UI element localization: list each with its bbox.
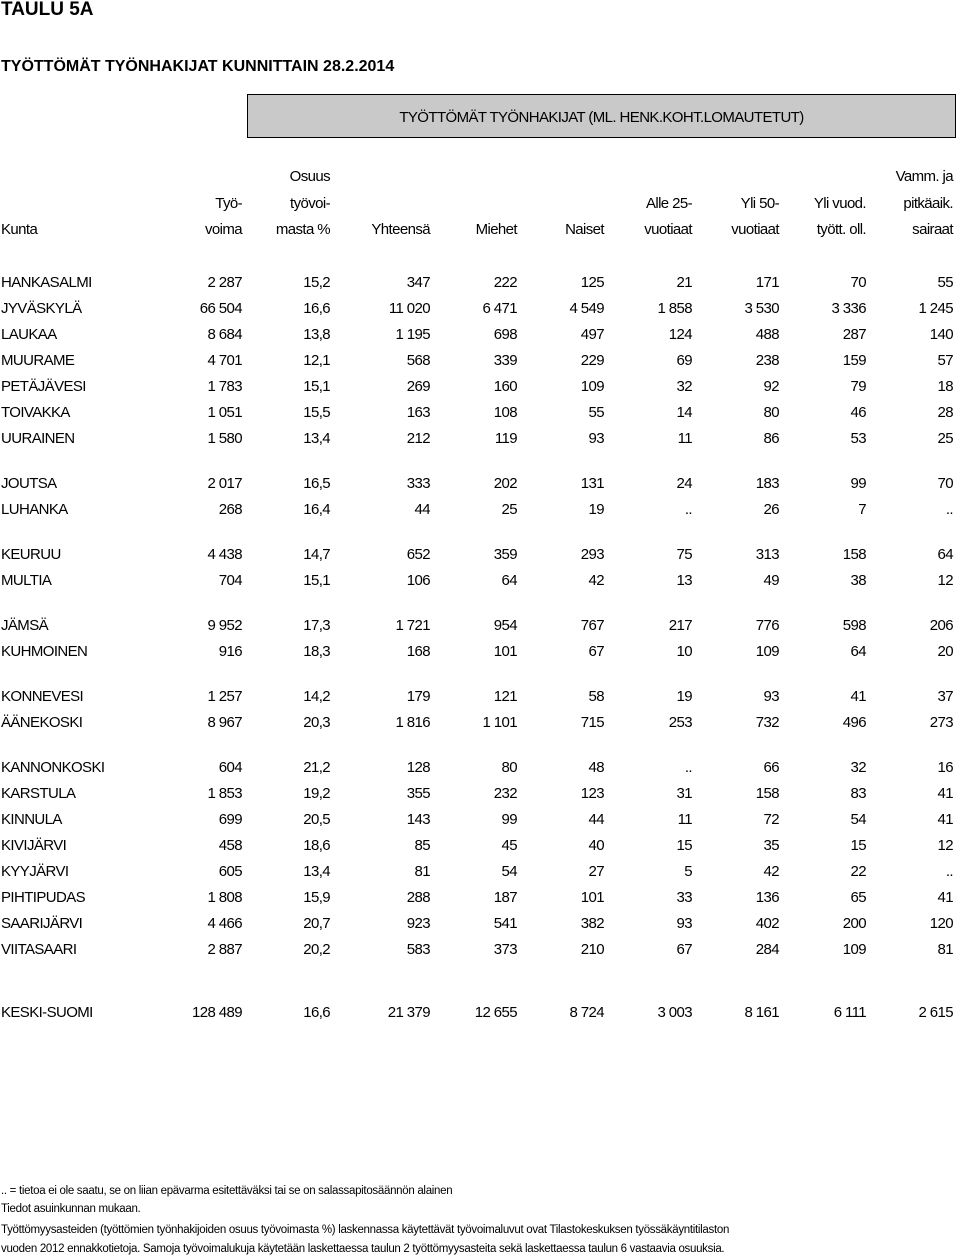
cell-naiset: 210 [580, 941, 604, 958]
cell-ylivuod: 6 111 [833, 1004, 866, 1021]
cell-yli50: 158 [755, 785, 779, 802]
cell-ylivuod: 496 [842, 714, 866, 731]
cell-naiset: 101 [580, 889, 604, 906]
cell-yhteensa: 128 [406, 759, 430, 776]
cell-yli50: 93 [763, 688, 779, 705]
table-row [0, 273, 960, 297]
header-ylivuod-line2: tyött. oll. [816, 221, 866, 238]
cell-ylivuod: 65 [850, 889, 866, 906]
cell-ylivuod: 15 [850, 837, 866, 854]
cell-miehet: 373 [493, 941, 517, 958]
cell-vamm: 273 [929, 714, 953, 731]
cell-yli50: 238 [755, 352, 779, 369]
cell-ylivuod: 32 [850, 759, 866, 776]
table-row [0, 429, 960, 453]
cell-alle25: 1 858 [657, 300, 692, 317]
municipality-name: VIITASAARI [1, 941, 77, 958]
cell-yli50: 313 [755, 546, 779, 563]
municipality-name: KARSTULA [1, 785, 76, 802]
municipality-name: PIHTIPUDAS [1, 889, 86, 906]
cell-ylivuod: 46 [850, 404, 866, 421]
cell-vamm: 28 [937, 404, 953, 421]
cell-osuus: 18,3 [303, 643, 330, 660]
cell-osuus: 13,8 [303, 326, 330, 343]
table-title: TAULU 5A [1, 0, 94, 20]
cell-osuus: 18,6 [303, 837, 330, 854]
cell-miehet: 698 [493, 326, 517, 343]
footnote-missing-data: .. = tietoa ei ole saatu, se on liian epävarma esitettäväksi tai se on salassapitosäännön alainen [1, 1185, 453, 1197]
cell-vamm: .. [945, 863, 953, 880]
cell-alle25: 11 [677, 430, 692, 447]
cell-yhteensa: 81 [414, 863, 430, 880]
table-row [0, 616, 960, 640]
cell-ylivuod: 3 336 [831, 300, 866, 317]
cell-miehet: 232 [493, 785, 517, 802]
table-row [0, 351, 960, 375]
cell-miehet: 101 [493, 643, 517, 660]
cell-osuus: 15,9 [303, 889, 330, 906]
table-row [0, 474, 960, 498]
cell-alle25: 31 [676, 785, 692, 802]
cell-osuus: 20,7 [303, 915, 330, 932]
municipality-name: MULTIA [1, 572, 52, 589]
cell-miehet: 12 655 [474, 1004, 517, 1021]
municipality-name: JÄMSÄ [1, 617, 49, 634]
cell-miehet: 6 471 [482, 300, 517, 317]
cell-miehet: 954 [493, 617, 517, 634]
header-miehet: Miehet [475, 221, 517, 238]
header-alle25-line1: Alle 25- [645, 195, 692, 212]
cell-ylivuod: 83 [850, 785, 866, 802]
cell-tyovoima: 4 466 [207, 915, 242, 932]
cell-miehet: 80 [501, 759, 517, 776]
cell-ylivuod: 53 [850, 430, 866, 447]
cell-tyovoima: 8 967 [207, 714, 242, 731]
cell-tyovoima: 128 489 [191, 1004, 242, 1021]
table-row [0, 403, 960, 427]
cell-vamm: 12 [937, 837, 953, 854]
cell-yli50: 72 [763, 811, 779, 828]
cell-vamm: 20 [937, 643, 953, 660]
cell-osuus: 14,7 [303, 546, 330, 563]
cell-ylivuod: 54 [850, 811, 866, 828]
municipality-name: KUHMOINEN [1, 643, 88, 660]
cell-tyovoima: 1 808 [207, 889, 242, 906]
cell-tyovoima: 704 [218, 572, 242, 589]
cell-ylivuod: 200 [842, 915, 866, 932]
cell-osuus: 14,2 [303, 688, 330, 705]
cell-tyovoima: 1 783 [207, 378, 242, 395]
table-row [0, 784, 960, 808]
table-row [0, 914, 960, 938]
cell-miehet: 339 [493, 352, 517, 369]
cell-alle25: 15 [676, 837, 692, 854]
cell-tyovoima: 605 [218, 863, 242, 880]
cell-naiset: 93 [588, 430, 604, 447]
cell-alle25: 93 [676, 915, 692, 932]
cell-vamm: 81 [937, 941, 953, 958]
header-tyovoima-line2: voima [204, 221, 242, 238]
header-ylivuod-line1: Yli vuod. [813, 195, 866, 212]
cell-yhteensa: 179 [406, 688, 430, 705]
cell-vamm: 37 [937, 688, 953, 705]
cell-yli50: 35 [763, 837, 779, 854]
cell-alle25: 253 [668, 714, 692, 731]
cell-yhteensa: 163 [406, 404, 430, 421]
cell-vamm: 57 [937, 352, 953, 369]
footnote-labour-force-cont: vuoden 2012 ennakkotietoja. Samoja työvoimalukuja käytetään laskettaessa taulun 2 työttömyysasteita sekä laskettaessa taulun 6 vastaavia osuuksia. [1, 1243, 725, 1255]
cell-osuus: 20,5 [303, 811, 330, 828]
municipality-name: KYYJÄRVI [1, 863, 69, 880]
cell-miehet: 54 [501, 863, 517, 880]
header-osuus-line1: Osuus [289, 168, 330, 185]
cell-alle25: 21 [676, 274, 692, 291]
cell-miehet: 45 [501, 837, 517, 854]
cell-yhteensa: 85 [414, 837, 430, 854]
group-header-label: TYÖTTÖMÄT TYÖNHAKIJAT (ML. HENK.KOHT.LOMAUTETUT) [399, 109, 804, 126]
cell-naiset: 55 [588, 404, 604, 421]
cell-naiset: 44 [588, 811, 604, 828]
cell-alle25: 124 [668, 326, 692, 343]
cell-yli50: 49 [763, 572, 779, 589]
header-yhteensa: Yhteensä [371, 221, 430, 238]
cell-ylivuod: 41 [850, 688, 866, 705]
cell-miehet: 222 [493, 274, 517, 291]
cell-naiset: 229 [580, 352, 604, 369]
table-row [0, 862, 960, 886]
cell-naiset: 497 [580, 326, 604, 343]
cell-yli50: 42 [763, 863, 779, 880]
cell-vamm: 55 [937, 274, 953, 291]
cell-vamm: 70 [937, 475, 953, 492]
header-vamm-line2: pitkäaik. [903, 195, 953, 212]
header-vamm-line3: sairaat [912, 221, 953, 238]
cell-vamm: 25 [937, 430, 953, 447]
cell-yli50: 80 [763, 404, 779, 421]
municipality-name: ÄÄNEKOSKI [1, 714, 83, 731]
cell-alle25: 11 [677, 811, 692, 828]
cell-tyovoima: 2 287 [207, 274, 242, 291]
cell-naiset: 382 [580, 915, 604, 932]
municipality-name: KANNONKOSKI [1, 759, 105, 776]
cell-ylivuod: 79 [850, 378, 866, 395]
cell-vamm: 12 [937, 572, 953, 589]
cell-yhteensa: 652 [406, 546, 430, 563]
cell-yli50: 284 [755, 941, 779, 958]
footnote-residence: Tiedot asuinkunnan mukaan. [1, 1203, 141, 1215]
municipality-name: UURAINEN [1, 430, 75, 447]
cell-ylivuod: 38 [850, 572, 866, 589]
cell-yhteensa: 212 [406, 430, 430, 447]
cell-naiset: 67 [588, 643, 604, 660]
cell-osuus: 19,2 [303, 785, 330, 802]
table-row [0, 836, 960, 860]
cell-ylivuod: 22 [850, 863, 866, 880]
cell-naiset: 40 [588, 837, 604, 854]
cell-naiset: 123 [580, 785, 604, 802]
cell-ylivuod: 70 [850, 274, 866, 291]
cell-naiset: 293 [580, 546, 604, 563]
cell-osuus: 15,1 [303, 378, 330, 395]
cell-yhteensa: 1 721 [395, 617, 430, 634]
cell-miehet: 25 [501, 501, 517, 518]
municipality-name: KONNEVESI [1, 688, 84, 705]
municipality-name: PETÄJÄVESI [1, 378, 86, 395]
cell-alle25: 24 [676, 475, 692, 492]
cell-ylivuod: 159 [842, 352, 866, 369]
cell-osuus: 16,5 [303, 475, 330, 492]
table-row [0, 299, 960, 323]
table-row [0, 888, 960, 912]
cell-naiset: 27 [588, 863, 604, 880]
cell-yhteensa: 143 [406, 811, 430, 828]
municipality-name: HANKASALMI [1, 274, 92, 291]
cell-yhteensa: 1 816 [395, 714, 430, 731]
cell-alle25: .. [684, 759, 692, 776]
cell-tyovoima: 9 952 [207, 617, 242, 634]
cell-vamm: 16 [937, 759, 953, 776]
cell-vamm: 41 [937, 889, 953, 906]
cell-alle25: 5 [684, 863, 692, 880]
table-row [0, 940, 960, 964]
cell-yhteensa: 333 [406, 475, 430, 492]
cell-vamm: 140 [929, 326, 953, 343]
cell-yhteensa: 168 [406, 643, 430, 660]
cell-ylivuod: 109 [842, 941, 866, 958]
cell-yli50: 8 161 [744, 1004, 779, 1021]
cell-miehet: 359 [493, 546, 517, 563]
cell-alle25: 19 [676, 688, 692, 705]
cell-vamm: .. [945, 501, 953, 518]
cell-osuus: 16,6 [303, 1004, 330, 1021]
cell-naiset: 715 [580, 714, 604, 731]
cell-naiset: 4 549 [569, 300, 604, 317]
cell-alle25: 13 [676, 572, 692, 589]
cell-alle25: 33 [676, 889, 692, 906]
cell-tyovoima: 1 051 [207, 404, 242, 421]
cell-ylivuod: 598 [842, 617, 866, 634]
cell-osuus: 15,1 [303, 572, 330, 589]
cell-tyovoima: 699 [218, 811, 242, 828]
cell-osuus: 20,2 [303, 941, 330, 958]
cell-naiset: 767 [580, 617, 604, 634]
cell-osuus: 13,4 [303, 863, 330, 880]
cell-osuus: 20,3 [303, 714, 330, 731]
table-row [0, 713, 960, 737]
cell-tyovoima: 4 701 [207, 352, 242, 369]
cell-vamm: 1 245 [918, 300, 953, 317]
cell-naiset: 19 [588, 501, 604, 518]
cell-tyovoima: 8 684 [207, 326, 242, 343]
cell-osuus: 12,1 [303, 352, 330, 369]
cell-tyovoima: 4 438 [207, 546, 242, 563]
municipality-name: KEURUU [1, 546, 61, 563]
table-row [0, 571, 960, 595]
cell-yli50: 26 [763, 501, 779, 518]
header-tyovoima-line1: Työ- [215, 195, 242, 212]
cell-alle25: 75 [676, 546, 692, 563]
cell-yhteensa: 568 [406, 352, 430, 369]
cell-yli50: 402 [755, 915, 779, 932]
table-row [0, 687, 960, 711]
cell-osuus: 15,5 [303, 404, 330, 421]
cell-yli50: 3 530 [744, 300, 779, 317]
cell-naiset: 48 [588, 759, 604, 776]
cell-miehet: 187 [493, 889, 517, 906]
cell-alle25: .. [684, 501, 692, 518]
cell-yli50: 732 [755, 714, 779, 731]
cell-yli50: 488 [755, 326, 779, 343]
cell-vamm: 206 [929, 617, 953, 634]
cell-tyovoima: 604 [218, 759, 242, 776]
header-vamm-line1: Vamm. ja [895, 168, 953, 185]
cell-ylivuod: 7 [858, 501, 866, 518]
cell-yhteensa: 347 [406, 274, 430, 291]
municipality-name: JYVÄSKYLÄ [1, 300, 82, 317]
cell-yhteensa: 21 379 [387, 1004, 430, 1021]
header-yli50-line2: vuotiaat [731, 221, 779, 238]
cell-tyovoima: 1 580 [207, 430, 242, 447]
header-naiset: Naiset [565, 221, 604, 238]
cell-naiset: 42 [588, 572, 604, 589]
cell-yli50: 66 [763, 759, 779, 776]
cell-ylivuod: 158 [842, 546, 866, 563]
cell-miehet: 202 [493, 475, 517, 492]
cell-naiset: 125 [580, 274, 604, 291]
cell-miehet: 119 [494, 430, 517, 447]
cell-naiset: 8 724 [569, 1004, 604, 1021]
cell-alle25: 67 [676, 941, 692, 958]
cell-osuus: 21,2 [303, 759, 330, 776]
cell-miehet: 160 [493, 378, 517, 395]
municipality-name: MUURAME [1, 352, 75, 369]
cell-yli50: 136 [755, 889, 779, 906]
cell-yli50: 776 [755, 617, 779, 634]
table-row [0, 810, 960, 834]
cell-tyovoima: 66 504 [199, 300, 242, 317]
table-row [0, 377, 960, 401]
municipality-name: TOIVAKKA [1, 404, 70, 421]
cell-yhteensa: 44 [414, 501, 430, 518]
cell-alle25: 32 [676, 378, 692, 395]
cell-vamm: 41 [937, 785, 953, 802]
cell-naiset: 58 [588, 688, 604, 705]
cell-vamm: 64 [937, 546, 953, 563]
cell-yli50: 92 [763, 378, 779, 395]
header-yli50-line1: Yli 50- [740, 195, 779, 212]
table-row [0, 642, 960, 666]
cell-osuus: 17,3 [303, 617, 330, 634]
cell-tyovoima: 1 853 [207, 785, 242, 802]
cell-vamm: 18 [937, 378, 953, 395]
cell-miehet: 121 [493, 688, 517, 705]
cell-tyovoima: 2 017 [207, 475, 242, 492]
cell-alle25: 10 [676, 643, 692, 660]
cell-osuus: 16,4 [303, 501, 330, 518]
cell-miehet: 1 101 [482, 714, 517, 731]
cell-miehet: 108 [493, 404, 517, 421]
municipality-name: JOUTSA [1, 475, 57, 492]
cell-tyovoima: 1 257 [207, 688, 242, 705]
cell-alle25: 3 003 [657, 1004, 692, 1021]
cell-vamm: 120 [929, 915, 953, 932]
cell-yhteensa: 269 [406, 378, 430, 395]
cell-naiset: 109 [580, 378, 604, 395]
table-subtitle: TYÖTTÖMÄT TYÖNHAKIJAT KUNNITTAIN 28.2.2014 [1, 58, 395, 75]
municipality-name: LAUKAA [1, 326, 57, 343]
municipality-name: KIVIJÄRVI [1, 837, 67, 854]
cell-ylivuod: 99 [850, 475, 866, 492]
cell-tyovoima: 916 [218, 643, 242, 660]
cell-miehet: 99 [501, 811, 517, 828]
cell-yli50: 171 [755, 274, 779, 291]
cell-ylivuod: 64 [850, 643, 866, 660]
header-osuus-line3: masta % [275, 221, 330, 238]
cell-naiset: 131 [580, 475, 604, 492]
cell-yhteensa: 583 [406, 941, 430, 958]
cell-osuus: 13,4 [303, 430, 330, 447]
cell-tyovoima: 2 887 [207, 941, 242, 958]
cell-tyovoima: 458 [218, 837, 242, 854]
cell-yhteensa: 11 020 [388, 300, 430, 317]
cell-vamm: 2 615 [918, 1004, 953, 1021]
cell-ylivuod: 287 [842, 326, 866, 343]
cell-osuus: 16,6 [303, 300, 330, 317]
table-row [0, 545, 960, 569]
cell-yhteensa: 923 [406, 915, 430, 932]
table-row [0, 1003, 960, 1027]
cell-yhteensa: 106 [406, 572, 430, 589]
cell-yli50: 86 [763, 430, 779, 447]
municipality-name: KESKI-SUOMI [1, 1004, 93, 1021]
header-osuus-line2: työvoi- [290, 195, 330, 212]
table-row [0, 758, 960, 782]
table-row [0, 325, 960, 349]
municipality-name: LUHANKA [1, 501, 68, 518]
cell-alle25: 69 [676, 352, 692, 369]
cell-vamm: 41 [937, 811, 953, 828]
municipality-name: KINNULA [1, 811, 62, 828]
cell-miehet: 64 [501, 572, 517, 589]
cell-yhteensa: 1 195 [395, 326, 430, 343]
cell-yhteensa: 288 [406, 889, 430, 906]
cell-miehet: 541 [493, 915, 517, 932]
table-row [0, 500, 960, 524]
group-header-box [247, 94, 956, 138]
footnote-labour-force: Työttömyysasteiden (työttömien työnhakijoiden osuus työvoimasta %) laskennassa käytettävät työvoimaluvut ovat Tilastokeskuksen työssäkäyntitilaston [1, 1224, 730, 1236]
cell-osuus: 15,2 [303, 274, 330, 291]
cell-tyovoima: 268 [218, 501, 242, 518]
cell-alle25: 14 [676, 404, 692, 421]
municipality-name: SAARIJÄRVI [1, 915, 83, 932]
cell-alle25: 217 [668, 617, 692, 634]
cell-yli50: 109 [755, 643, 779, 660]
cell-yli50: 183 [755, 475, 779, 492]
header-kunta: Kunta [1, 221, 38, 238]
header-alle25-line2: vuotiaat [644, 221, 692, 238]
cell-yhteensa: 355 [406, 785, 430, 802]
